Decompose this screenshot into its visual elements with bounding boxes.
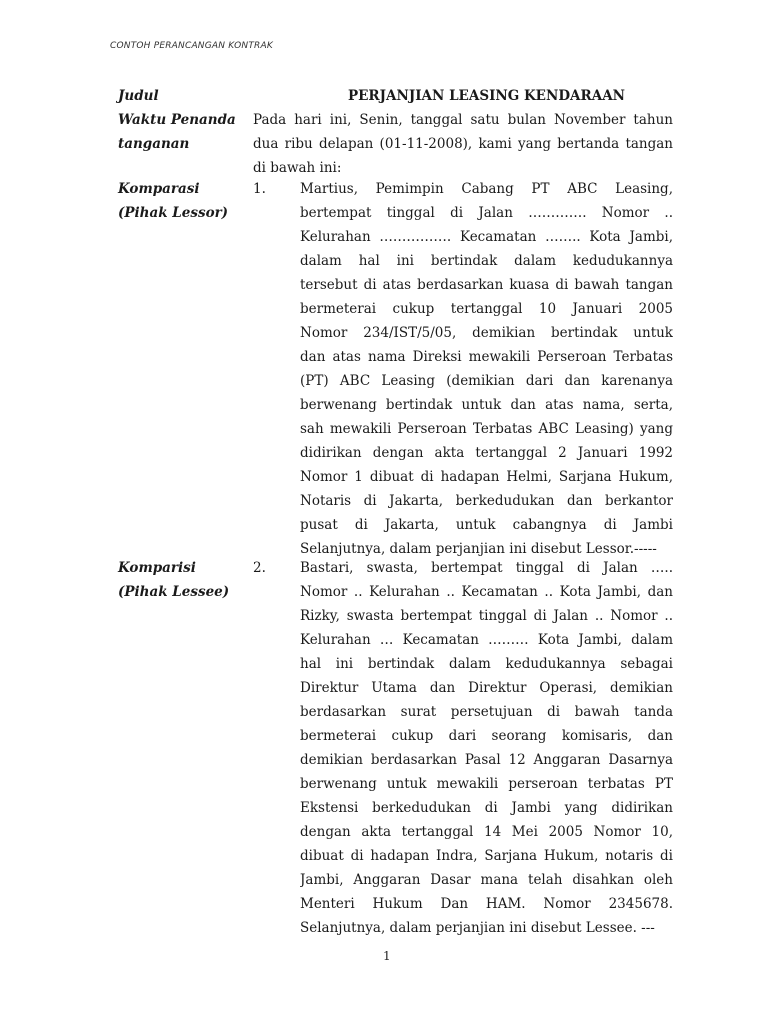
party1-line: Kelurahan ……………. Kecamatan …….. Kota Jambi, <box>300 229 673 245</box>
waktu-line: Pada hari ini, Senin, tanggal satu bulan November tahun <box>253 112 673 128</box>
party2-line: Bastari, swasta, bertempat tinggal di Jalan ….. <box>300 560 673 576</box>
party2-number: 2. <box>253 560 266 576</box>
party1-number: 1. <box>253 181 266 197</box>
party1-line: didirikan dengan akta tertanggal 2 Januari 1992 <box>300 445 673 461</box>
label-waktu-penandatanganan-2: tanganan <box>118 136 190 152</box>
party2-line: hal ini bertindak dalam kedudukannya sebagai <box>300 656 673 672</box>
waktu-line: dua ribu delapan (01-11-2008), kami yang bertanda tangan <box>253 136 673 152</box>
party1-line: sah mewakili Perseroan Terbatas ABC Leasing) yang <box>300 421 673 437</box>
party1-line: (PT) ABC Leasing (demikian dari dan karenanya <box>300 373 673 389</box>
party2-line: berdasarkan surat persetujuan di bawah tanda <box>300 704 673 720</box>
party1-line: tersebut di atas berdasarkan kuasa di bawah tangan <box>300 277 673 293</box>
party2-line: Menteri Hukum Dan HAM. Nomor 2345678. <box>300 896 673 912</box>
party1-line: bermeterai cukup tertanggal 10 Januari 2005 <box>300 301 673 317</box>
party1-line: Nomor 1 dibuat di hadapan Helmi, Sarjana Hukum, <box>300 469 673 485</box>
party1-line: Martius, Pemimpin Cabang PT ABC Leasing, <box>300 181 673 197</box>
label-pihak-lessee: (Pihak Lessee) <box>118 584 230 600</box>
party2-line: berwenang untuk mewakili perseroan terbatas PT <box>300 776 673 792</box>
party2-line: Rizky, swasta bertempat tinggal di Jalan .. Nomor .. <box>300 608 673 624</box>
party2-line: dibuat di hadapan Indra, Sarjana Hukum, notaris di <box>300 848 673 864</box>
party1-line: Selanjutnya, dalam perjanjian ini disebut Lessor.----- <box>300 541 657 557</box>
label-judul: Judul <box>118 88 159 104</box>
waktu-line: di bawah ini: <box>253 160 342 176</box>
label-komparasi: Komparasi <box>118 181 200 197</box>
document-title: PERJANJIAN LEASING KENDARAAN <box>347 88 626 104</box>
party1-line: berwenang bertindak untuk dan atas nama, serta, <box>300 397 673 413</box>
party2-line: demikian berdasarkan Pasal 12 Anggaran Dasarnya <box>300 752 673 768</box>
label-pihak-lessor: (Pihak Lessor) <box>118 205 229 221</box>
party2-line: dengan akta tertanggal 14 Mei 2005 Nomor 10, <box>300 824 673 840</box>
party2-line: Jambi, Anggaran Dasar mana telah disahkan oleh <box>300 872 673 888</box>
party2-line: bermeterai cukup dari seorang komisaris, dan <box>300 728 673 744</box>
party2-line: Selanjutnya, dalam perjanjian ini disebut Lessee. --- <box>300 920 655 936</box>
running-header: CONTOH PERANCANGAN KONTRAK <box>110 41 273 51</box>
party2-line: Kelurahan … Kecamatan ……… Kota Jambi, dalam <box>300 632 673 648</box>
label-komparisi: Komparisi <box>118 560 196 576</box>
party1-line: Notaris di Jakarta, berkedudukan dan berkantor <box>300 493 673 509</box>
party1-line: pusat di Jakarta, untuk cabangnya di Jambi <box>300 517 673 533</box>
party2-line: Direktur Utama dan Direktur Operasi, demikian <box>300 680 673 696</box>
party2-line: Nomor .. Kelurahan .. Kecamatan .. Kota Jambi, dan <box>300 584 673 600</box>
party2-line: Ekstensi berkedudukan di Jambi yang didirikan <box>300 800 673 816</box>
party1-line: dan atas nama Direksi mewakili Perseroan Terbatas <box>300 349 673 365</box>
party1-line: dalam hal ini bertindak dalam kedudukannya <box>300 253 673 269</box>
party1-line: bertempat tinggal di Jalan …………. Nomor .. <box>300 205 673 221</box>
party1-line: Nomor 234/IST/5/05, demikian bertindak untuk <box>300 325 673 341</box>
label-waktu-penandatanganan-1: Waktu Penanda <box>118 112 236 128</box>
page-number: 1 <box>383 949 391 963</box>
